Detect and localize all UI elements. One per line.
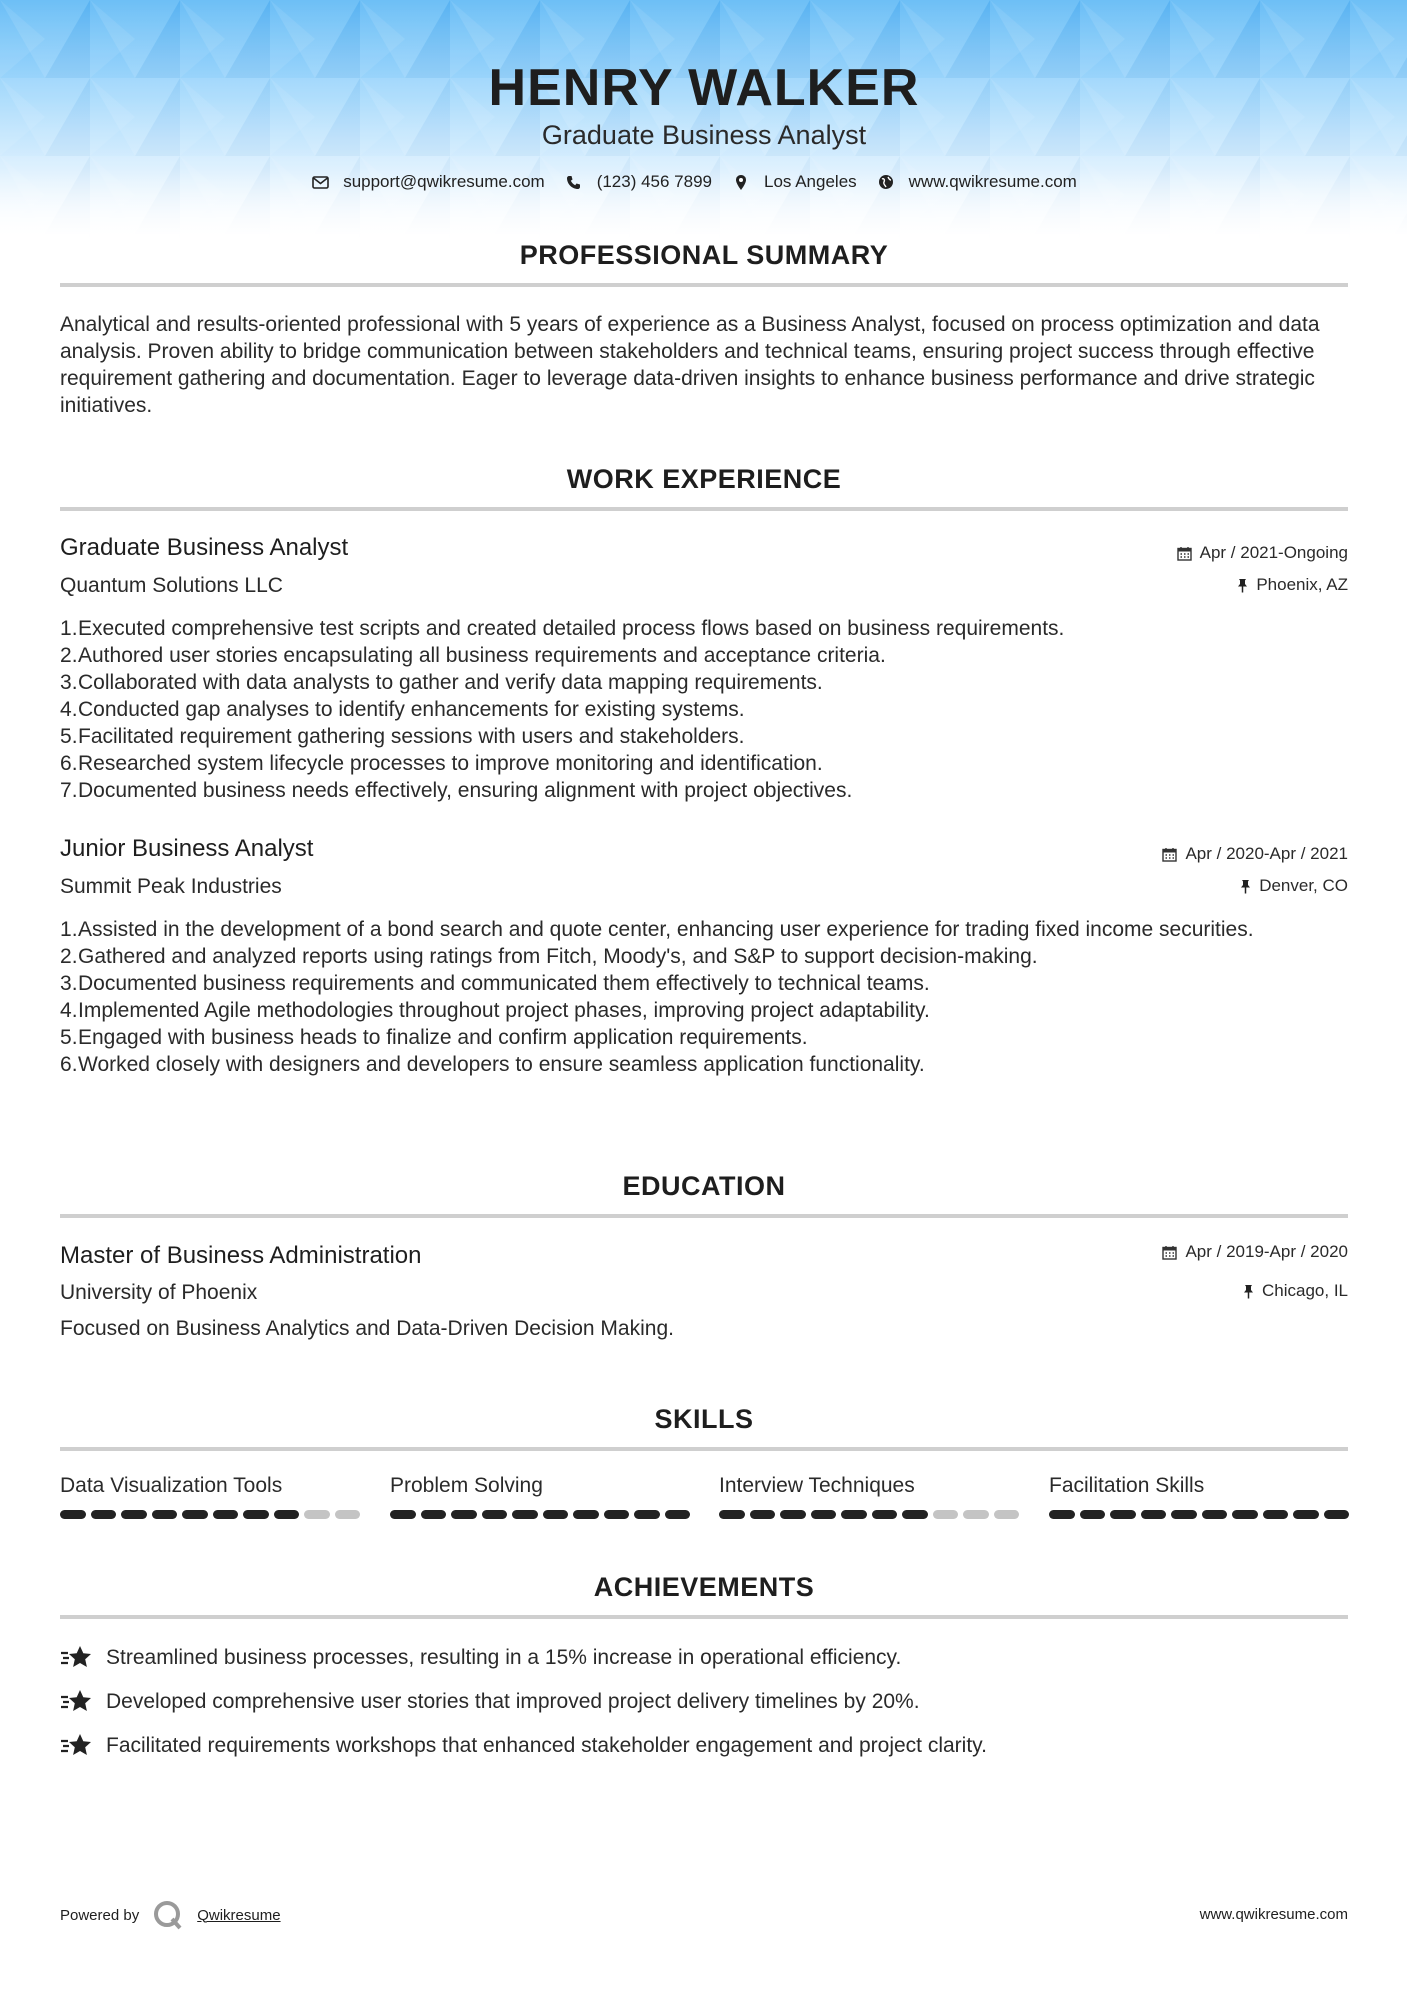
experience-heading: WORK EXPERIENCE <box>566 464 842 494</box>
globe-icon <box>877 173 895 191</box>
star-icon <box>60 1688 94 1716</box>
job-location-text: Phoenix, AZ <box>1256 575 1348 594</box>
education-location-text: Chicago, IL <box>1262 1281 1348 1300</box>
job-company: Summit Peak Industries <box>60 875 282 898</box>
list-item: 4 . Conducted gap analyses to identify enhancements for existing systems. <box>78 696 1348 723</box>
candidate-name: HENRY WALKER <box>488 59 920 117</box>
education-divider <box>60 1214 1348 1218</box>
skill-segment-filled <box>902 1510 928 1519</box>
achievement-text: Streamlined business processes, resulting in a 15% increase in operational efficiency. <box>106 1646 902 1669</box>
skill-item <box>390 1474 690 1519</box>
skill-segment-filled <box>841 1510 867 1519</box>
skill-segment-filled <box>750 1510 776 1519</box>
contact-bar <box>60 172 1348 192</box>
skill-segment-filled <box>1263 1510 1289 1519</box>
achievement-item <box>60 1688 920 1716</box>
skill-item <box>1049 1474 1349 1519</box>
list-item: 3 . Documented business requirements and communicated them effectively to technical teams. <box>78 970 1348 997</box>
skill-segment-filled <box>543 1510 569 1519</box>
achievements-heading: ACHIEVEMENTS <box>593 1572 815 1602</box>
list-item: 7 . Documented business needs effectively, ensuring alignment with project objectives. <box>78 777 1348 804</box>
website-text: www.qwikresume.com <box>908 172 1077 191</box>
skill-segment-filled <box>634 1510 660 1519</box>
pushpin-icon <box>1237 578 1248 593</box>
achievement-item <box>60 1644 901 1672</box>
job-dates <box>1162 844 1348 864</box>
skill-segment-empty <box>963 1510 989 1519</box>
skill-segment-filled <box>1049 1510 1075 1519</box>
list-item: 5 . Facilitated requirement gathering sessions with users and stakeholders. <box>78 723 1348 750</box>
skill-name: Data Visualization Tools <box>60 1474 283 1497</box>
skill-segment-filled <box>1232 1510 1258 1519</box>
star-icon <box>60 1732 94 1760</box>
qwikresume-logo-icon <box>153 1900 183 1930</box>
skill-segment-filled <box>91 1510 117 1519</box>
skill-segment-filled <box>1110 1510 1136 1519</box>
skill-level-bar <box>719 1510 1019 1519</box>
skill-segment-empty <box>994 1510 1020 1519</box>
skill-segment-filled <box>182 1510 208 1519</box>
skill-segment-empty <box>335 1510 361 1519</box>
achievements-divider <box>60 1615 1348 1619</box>
job-location <box>1237 575 1348 595</box>
skill-segment-filled <box>1293 1510 1319 1519</box>
list-item: 3 . Collaborated with data analysts to gather and verify data mapping requirements. <box>78 669 1348 696</box>
skill-segment-filled <box>152 1510 178 1519</box>
list-item: 2 . Gathered and analyzed reports using ratings from Fitch, Moody's, and S&P to support decision-making. <box>78 943 1348 970</box>
job-company: Quantum Solutions LLC <box>60 574 283 597</box>
skill-segment-empty <box>933 1510 959 1519</box>
summary-heading: PROFESSIONAL SUMMARY <box>519 240 889 270</box>
job-dates-text: Apr / 2021-Ongoing <box>1199 543 1348 562</box>
phone-text: (123) 456 7899 <box>596 172 713 191</box>
powered-by-label: Powered by <box>60 1906 140 1924</box>
skill-segment-filled <box>451 1510 477 1519</box>
job-bullets <box>60 916 1348 1078</box>
achievement-text: Developed comprehensive user stories that improved project delivery timelines by 20%. <box>106 1690 920 1713</box>
skill-segment-filled <box>780 1510 806 1519</box>
skills-heading: SKILLS <box>654 1404 754 1434</box>
footer-website[interactable]: www.qwikresume.com <box>1199 1906 1348 1923</box>
candidate-title: Graduate Business Analyst <box>541 120 867 150</box>
email-text: support@qwikresume.com <box>343 172 545 191</box>
pushpin-icon <box>1240 879 1251 894</box>
job-title: Graduate Business Analyst <box>60 534 349 561</box>
job-dates-text: Apr / 2020-Apr / 2021 <box>1185 844 1348 863</box>
skill-level-bar <box>60 1510 360 1519</box>
skill-segment-filled <box>604 1510 630 1519</box>
education-heading: EDUCATION <box>622 1171 786 1201</box>
skill-segment-filled <box>1324 1510 1350 1519</box>
location-text: Los Angeles <box>764 172 857 191</box>
job-bullets <box>60 615 1348 804</box>
list-item: 1 . Assisted in the development of a bond search and quote center, enhancing user experience for trading fixed income securities. <box>78 916 1348 943</box>
skill-segment-filled <box>213 1510 239 1519</box>
footer-powered-by <box>60 1900 281 1930</box>
contact-website[interactable] <box>877 172 1097 192</box>
achievement-item <box>60 1732 987 1760</box>
skill-segment-filled <box>421 1510 447 1519</box>
skill-item <box>719 1474 1019 1519</box>
list-item: 6 . Researched system lifecycle processes to improve monitoring and identification. <box>78 750 1348 777</box>
qwikresume-link[interactable]: Qwikresume <box>197 1906 281 1924</box>
skill-name: Interview Techniques <box>719 1474 915 1497</box>
skill-segment-filled <box>60 1510 86 1519</box>
map-pin-icon <box>732 173 750 191</box>
skill-level-bar <box>390 1510 690 1519</box>
skill-segment-filled <box>121 1510 147 1519</box>
summary-text: Analytical and results-oriented professional with 5 years of experience as a Business Analyst, focused on process optimization and data analysis. Proven ability to bridge communication between stakeholders and technical teams, ensuring project success through effective requirement gathering and documentation. Eager to leverage data-driven insights to enhance business performance and drive strategic initiatives. <box>60 313 1320 417</box>
job-dates <box>1177 543 1348 563</box>
skill-segment-filled <box>872 1510 898 1519</box>
experience-divider <box>60 507 1348 511</box>
list-item: 5 . Engaged with business heads to finalize and confirm application requirements. <box>78 1024 1348 1051</box>
star-icon <box>60 1644 94 1672</box>
skill-segment-filled <box>274 1510 300 1519</box>
list-item: 4 . Implemented Agile methodologies throughout project phases, improving project adaptability. <box>78 997 1348 1024</box>
job-title: Junior Business Analyst <box>60 835 314 862</box>
skill-segment-filled <box>512 1510 538 1519</box>
pushpin-icon <box>1243 1284 1254 1299</box>
job-location <box>1240 876 1348 896</box>
skill-name: Facilitation Skills <box>1049 1474 1205 1497</box>
summary-divider <box>60 283 1348 287</box>
skill-segment-filled <box>482 1510 508 1519</box>
skill-segment-filled <box>390 1510 416 1519</box>
job-location-text: Denver, CO <box>1259 876 1348 895</box>
calendar-icon <box>1177 546 1192 561</box>
skills-divider <box>60 1447 1348 1451</box>
contact-email[interactable] <box>311 172 565 192</box>
skill-item <box>60 1474 360 1519</box>
calendar-icon <box>1162 1245 1177 1260</box>
achievement-text: Facilitated requirements workshops that enhanced stakeholder engagement and project clarity. <box>106 1734 987 1757</box>
skill-segment-filled <box>1202 1510 1228 1519</box>
skill-segment-filled <box>665 1510 691 1519</box>
degree-title: Master of Business Administration <box>60 1242 422 1269</box>
education-dates-text: Apr / 2019-Apr / 2020 <box>1185 1242 1348 1261</box>
education-note: Focused on Business Analytics and Data-Driven Decision Making. <box>60 1317 674 1340</box>
skill-segment-empty <box>304 1510 330 1519</box>
list-item: 6 . Worked closely with designers and developers to ensure seamless application functionality. <box>78 1051 1348 1078</box>
calendar-icon <box>1162 847 1177 862</box>
contact-phone[interactable] <box>565 172 732 192</box>
phone-icon <box>565 173 583 191</box>
skill-segment-filled <box>1171 1510 1197 1519</box>
skill-segment-filled <box>811 1510 837 1519</box>
skill-segment-filled <box>1080 1510 1106 1519</box>
skill-segment-filled <box>719 1510 745 1519</box>
skill-segment-filled <box>243 1510 269 1519</box>
list-item: 1 . Executed comprehensive test scripts and created detailed process flows based on business requirements. <box>78 615 1348 642</box>
education-location <box>1243 1281 1348 1301</box>
skill-segment-filled <box>573 1510 599 1519</box>
skill-level-bar <box>1049 1510 1349 1519</box>
school-name: University of Phoenix <box>60 1281 258 1304</box>
skill-name: Problem Solving <box>390 1474 543 1497</box>
skill-segment-filled <box>1141 1510 1167 1519</box>
education-dates <box>1162 1242 1348 1262</box>
envelope-icon <box>311 173 329 191</box>
contact-location <box>732 172 877 192</box>
list-item: 2 . Authored user stories encapsulating all business requirements and acceptance criteria. <box>78 642 1348 669</box>
